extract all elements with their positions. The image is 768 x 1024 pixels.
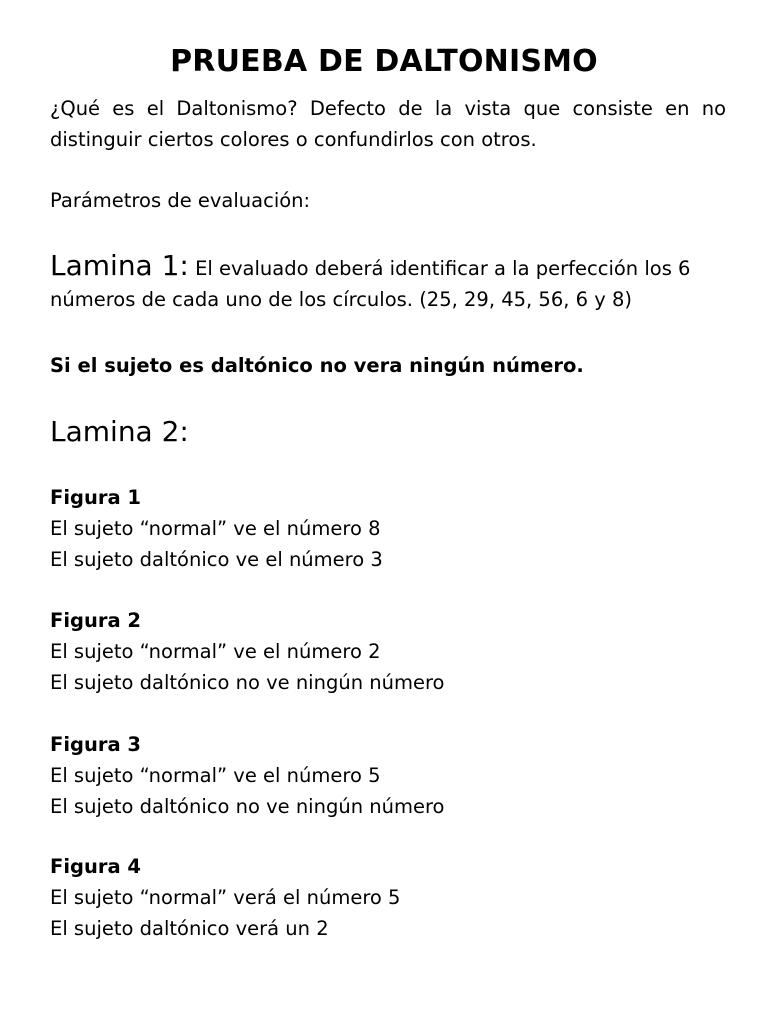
figura-normal-line: El sujeto “normal” verá el número 5 <box>50 886 401 909</box>
lamina1-text: El evaluado deberá identificar a la perfección los 6 números de cada uno de los círculos. (25, 29, 45, 56, 6 y 8) <box>50 257 691 311</box>
figura-normal-line: El sujeto “normal” ve el número 2 <box>50 640 381 663</box>
lamina2-heading: Lamina 2: <box>50 415 189 448</box>
figura-4-block <box>50 851 726 944</box>
daltonic-note: Si el sujeto es daltónico no vera ningún número. <box>50 354 584 377</box>
figura-1-block <box>50 482 726 575</box>
lamina1-paragraph <box>50 250 726 315</box>
figura-heading: Figura 3 <box>50 733 141 756</box>
page-title: PRUEBA DE DALTONISMO <box>170 44 598 79</box>
figura-heading: Figura 1 <box>50 486 141 509</box>
lamina1-label: Lamina 1: <box>50 249 189 282</box>
figura-2-block <box>50 605 726 698</box>
figura-heading: Figura 2 <box>50 609 141 632</box>
intro-paragraph: ¿Qué es el Daltonismo? Defecto de la vista que consiste en no distinguir ciertos colores o confundirlos con otros. <box>50 97 726 151</box>
figura-normal-line: El sujeto “normal” ve el número 5 <box>50 764 381 787</box>
figura-daltonico-line: El sujeto daltónico verá un 2 <box>50 917 329 940</box>
figura-3-block <box>50 729 726 822</box>
figura-normal-line: El sujeto “normal” ve el número 8 <box>50 517 381 540</box>
figura-heading: Figura 4 <box>50 855 141 878</box>
figura-daltonico-line: El sujeto daltónico ve el número 3 <box>50 548 383 571</box>
figura-daltonico-line: El sujeto daltónico no ve ningún número <box>50 671 445 694</box>
params-heading: Parámetros de evaluación: <box>50 189 311 212</box>
figura-daltonico-line: El sujeto daltónico no ve ningún número <box>50 795 445 818</box>
